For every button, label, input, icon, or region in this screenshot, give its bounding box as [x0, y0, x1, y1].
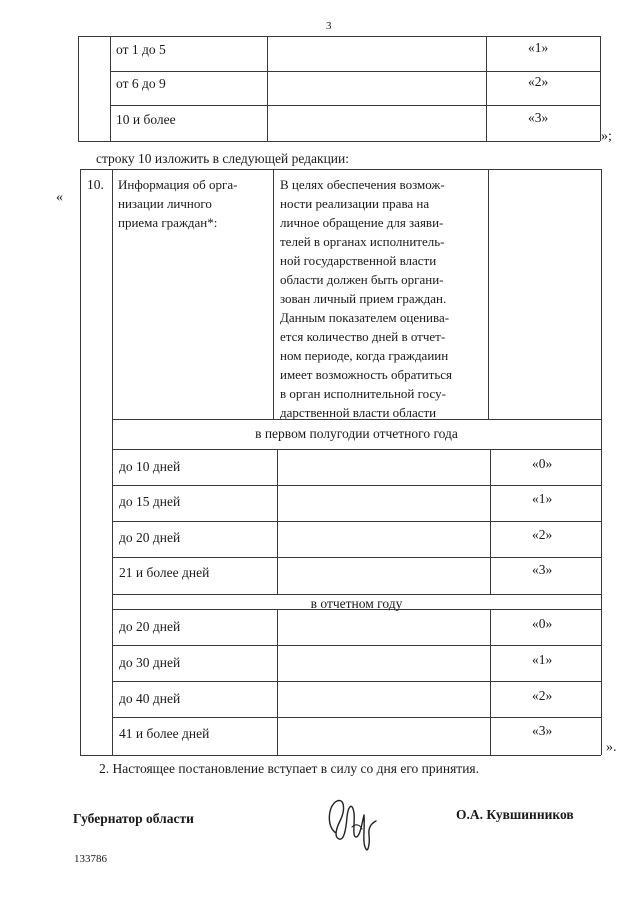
section-header-reporting-year: в отчетном году	[310, 596, 403, 611]
table-row-label: до 20 дней	[119, 530, 181, 545]
table-row-label: до 15 дней	[119, 494, 181, 509]
table-row-label: от 1 до 5	[116, 42, 166, 57]
table-row-label: до 40 дней	[119, 691, 181, 706]
table-row-label: от 6 до 9	[116, 76, 166, 91]
table-row-label: 10 и более	[116, 112, 176, 127]
closing-quote: ».	[606, 740, 617, 755]
signatory-name: О.А. Кувшинников	[456, 807, 574, 822]
row-number: 10.	[87, 177, 104, 192]
opening-quote: «	[56, 190, 63, 205]
table-row-score: «1»	[528, 40, 549, 55]
closing-quote: »;	[601, 129, 612, 144]
table-row-score: «3»	[528, 110, 549, 125]
table-row-label: 21 и более дней	[119, 565, 210, 580]
page-number: 3	[326, 20, 332, 32]
table-row-score: «0»	[532, 456, 553, 471]
table-row-label: до 20 дней	[119, 619, 181, 634]
clause-2: 2. Настоящее постановление вступает в силу со дня его принятия.	[99, 761, 480, 776]
amendment-instruction: строку 10 изложить в следующей редакции:	[96, 151, 350, 166]
table-row-score: «2»	[532, 688, 553, 703]
signatory-position: Губернатор области	[73, 811, 194, 826]
table-row-score: «0»	[532, 616, 553, 631]
handwritten-signature	[322, 793, 382, 855]
indicator-name: Информация об орга- низации личного приема граждан*:	[118, 177, 238, 230]
table-row-score: «2»	[532, 527, 553, 542]
table-row-score: «3»	[532, 562, 553, 577]
table-row-score: «1»	[532, 491, 553, 506]
document-code: 133786	[74, 853, 107, 865]
table-row-label: до 10 дней	[119, 459, 181, 474]
indicator-description: В целях обеспечения возмож- ности реализации права на личное обращение для заяви- телей в органах исполнитель- ной государственной власти области должен быть органи- зован личный прием граждан. Данным показателем оценива- ется количество дней в отчет- ном периоде, когда граждаиин имеет возможность обратиться в орган исполнительной госу- дарственной власти области	[280, 177, 452, 420]
table-row-score: «2»	[528, 74, 549, 89]
section-header-half-year: в первом полугодии отчетного года	[255, 426, 458, 441]
table-row-label: до 30 дней	[119, 655, 181, 670]
table-row-score: «1»	[532, 652, 553, 667]
table-row-label: 41 и более дней	[119, 726, 210, 741]
table-row-score: «3»	[532, 723, 553, 738]
